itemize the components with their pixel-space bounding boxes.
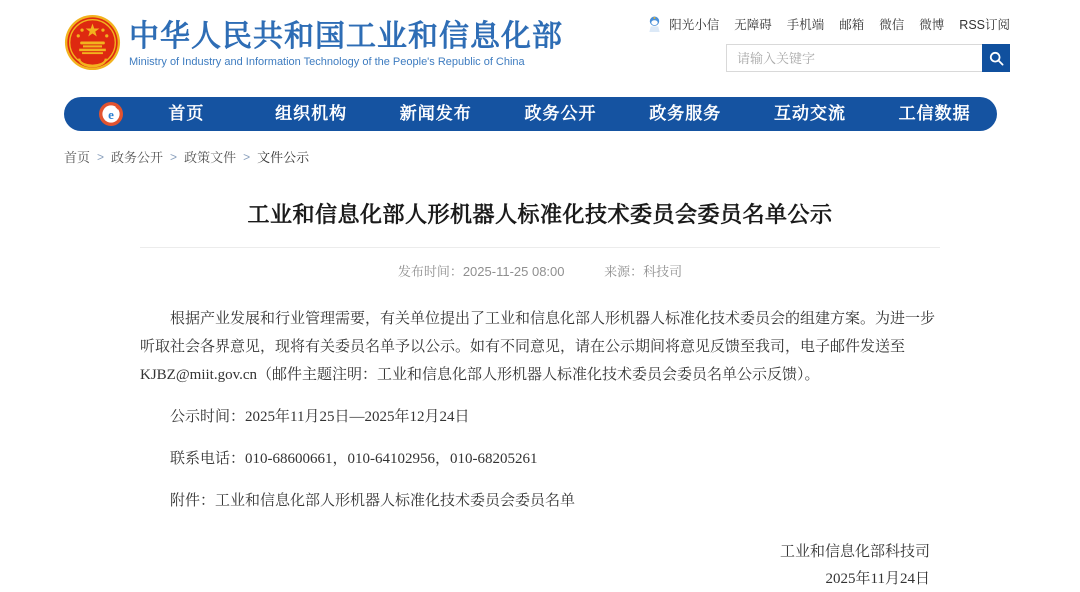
article-title: 工业和信息化部人形机器人标准化技术委员会委员名单公示 bbox=[247, 202, 833, 227]
nav-item-organization[interactable]: 组织机构 bbox=[275, 104, 348, 123]
site-brand bbox=[64, 14, 563, 88]
search-input[interactable] bbox=[726, 44, 982, 72]
article-signature bbox=[140, 539, 940, 592]
national-emblem-icon bbox=[64, 14, 121, 71]
title-divider bbox=[140, 247, 940, 248]
nav-item-gov-disclosure[interactable]: 政务公开 bbox=[524, 104, 597, 123]
nav-item-data[interactable]: 工信数据 bbox=[898, 104, 971, 123]
nav-item-home[interactable]: 首页 bbox=[168, 104, 205, 123]
paragraph-attachment: 附件：工业和信息化部人形机器人标准化技术委员会委员名单 bbox=[170, 493, 576, 510]
search-bar bbox=[726, 44, 1010, 72]
breadcrumb-separator: > bbox=[170, 149, 178, 164]
article-body bbox=[140, 306, 940, 592]
quick-link-rss[interactable]: RSS订阅 bbox=[959, 18, 1010, 32]
quick-link-weibo[interactable]: 微博 bbox=[919, 18, 945, 32]
breadcrumb-policy-files[interactable]: 政策文件 bbox=[184, 150, 237, 165]
paragraph-publicity-period: 公示时间：2025年11月25日—2025年12月24日 bbox=[170, 409, 470, 426]
mascot-icon bbox=[647, 16, 662, 33]
brand-text bbox=[129, 14, 563, 68]
article bbox=[140, 198, 940, 592]
article-meta bbox=[140, 261, 940, 280]
breadcrumb-home[interactable]: 首页 bbox=[64, 150, 91, 165]
search-button[interactable] bbox=[982, 44, 1010, 72]
breadcrumb-separator: > bbox=[97, 149, 105, 164]
quick-links bbox=[647, 14, 1010, 34]
signature-department: 工业和信息化部科技司 bbox=[779, 544, 930, 561]
site-title: 中华人民共和国工业和信息化部 bbox=[129, 20, 563, 53]
nav-item-gov-services[interactable]: 政务服务 bbox=[649, 104, 722, 123]
quick-link-sunshine[interactable]: 阳光小信 bbox=[669, 18, 720, 32]
breadcrumb-current: 文件公示 bbox=[257, 150, 310, 165]
quick-link-mail[interactable]: 邮箱 bbox=[839, 18, 865, 32]
publish-time-label: 发布时间： bbox=[397, 264, 463, 279]
header-right bbox=[647, 14, 1010, 88]
site-header bbox=[0, 0, 1080, 88]
source-label: 来源： bbox=[604, 264, 644, 279]
breadcrumb bbox=[0, 131, 1080, 166]
svg-text:e: e bbox=[108, 107, 114, 122]
quick-link-wechat[interactable]: 微信 bbox=[879, 18, 905, 32]
paragraph-contact-phones: 联系电话：010-68600661，010-64102956，010-68205261 bbox=[170, 451, 538, 468]
quick-link-mobile[interactable]: 手机端 bbox=[786, 18, 825, 32]
nav-item-news[interactable]: 新闻发布 bbox=[399, 104, 472, 123]
signature-date: 2025年11月24日 bbox=[825, 570, 930, 587]
source-value: 科技司 bbox=[643, 264, 683, 279]
breadcrumb-separator: > bbox=[243, 149, 251, 164]
nav-item-interaction[interactable]: 互动交流 bbox=[773, 104, 846, 123]
site-subtitle-en: Ministry of Industry and Information Technology of the People's Republic of China bbox=[129, 56, 525, 68]
quick-link-accessibility[interactable]: 无障碍 bbox=[734, 18, 772, 32]
main-nav bbox=[64, 97, 997, 131]
miit-logo-icon[interactable] bbox=[98, 101, 124, 127]
search-icon bbox=[989, 51, 1004, 66]
paragraph-intro: 根据产业发展和行业管理需要，有关单位提出了工业和信息化部人形机器人标准化技术委员会的组建方案。为进一步听取社会各界意见，现将有关委员名单予以公示。如有不同意见，请在公示期间将意见反馈至我司，电子邮件发送至KJBZ@miit.gov.cn（邮件主题注明：工业和信息化部人形机器人标准化技术委员会委员名单公示反馈）。 bbox=[140, 311, 936, 383]
publish-time-value: 2025-11-25 08:00 bbox=[462, 264, 565, 279]
breadcrumb-gov-disclosure[interactable]: 政务公开 bbox=[111, 150, 164, 165]
